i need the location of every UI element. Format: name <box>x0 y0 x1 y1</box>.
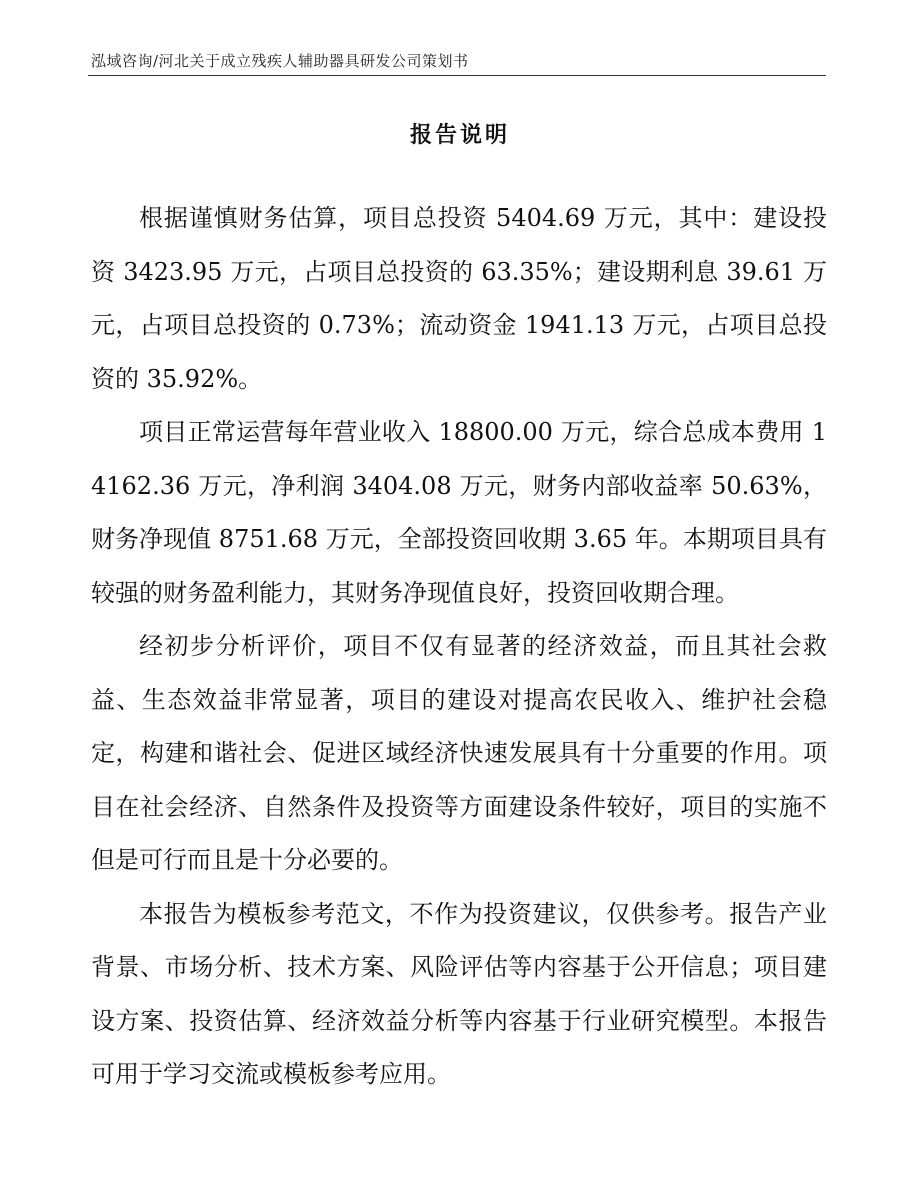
paragraph-evaluation: 经初步分析评价，项目不仅有显著的经济效益，而且其社会救益、生态效益非常显著，项目的建设对提高农民收入、维护社会稳定，构建和谐社会、促进区域经济快速发展具有十分重要的作用。项目在社会经济、自然条件及投资等方面建设条件较好，项目的实施不但是可行而且是十分必要的。 <box>91 632 827 874</box>
paragraph-investment: 根据谨慎财务估算，项目总投资 5404.69 万元，其中：建设投资 3423.95 万元，占项目总投资的 63.35%；建设期利息 39.61 万元，占项目总投资的 0.73%；流动资金 1941.13 万元，占项目总投资的 35.92%。 <box>91 204 827 393</box>
paragraph-disclaimer: 本报告为模板参考范文，不作为投资建议，仅供参考。报告产业背景、市场分析、技术方案、风险评估等内容基于公开信息；项目建设方案、投资估算、经济效益分析等内容基于行业研究模型。本报告可用于学习交流或模板参考应用。 <box>91 899 827 1088</box>
page-title: 报告说明 <box>409 123 510 148</box>
paragraph-revenue: 项目正常运营每年营业收入 18800.00 万元，综合总成本费用 14162.36 万元，净利润 3404.08 万元，财务内部收益率 50.63%，财务净现值 8751.68 万元，全部投资回收期 3.65 年。本期项目具有较强的财务盈利能力，其财务净现值良好，投资回收期合理。 <box>91 418 827 607</box>
header-divider <box>88 75 826 76</box>
running-header: 泓域咨询/河北关于成立残疾人辅助器具研发公司策划书 <box>91 52 469 70</box>
document-body <box>91 192 827 1102</box>
